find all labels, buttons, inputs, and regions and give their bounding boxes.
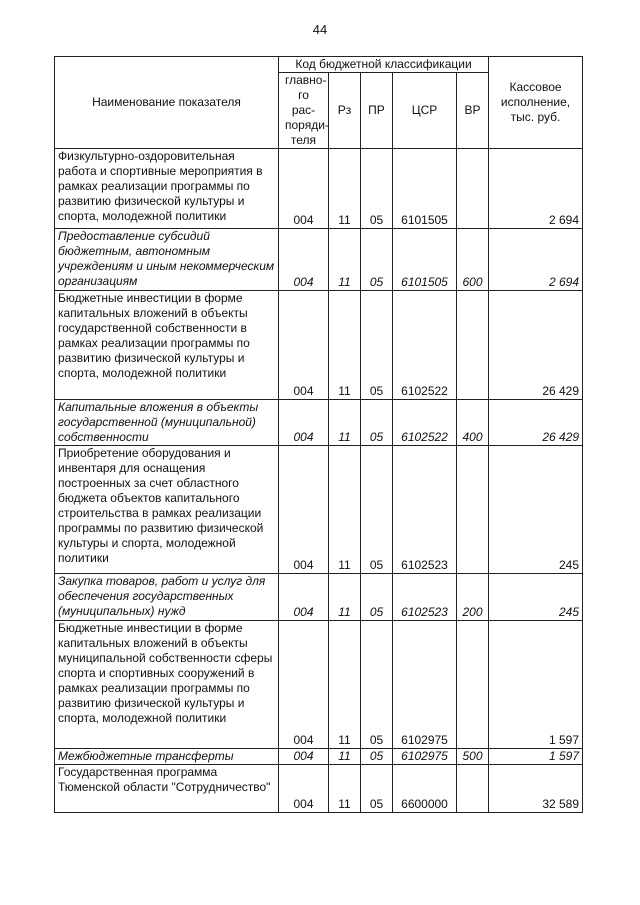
- row-name: Предоставление субсидий бюджетным, автономным учреждениям и иным некоммерческим организациям: [55, 229, 279, 291]
- header-pr: ПР: [361, 73, 393, 149]
- row-vr: 200: [457, 574, 489, 621]
- row-pr: 05: [361, 749, 393, 765]
- header-glava: главно-го рас-поряди-теля: [279, 73, 329, 149]
- row-name: Приобретение оборудования и инвентаря для оснащения построенных за счет областного бюджета объектов капитального строительства в рамках реализации программы по развитию физической культуры и спорта, молодежной политики: [55, 446, 279, 574]
- row-name: Физкультурно-оздоровительная работа и спортивные мероприятия в рамках реализации программы по развитию физической культуры и спорта, молодежной политики: [55, 149, 279, 229]
- row-amount: 32 589: [489, 765, 583, 813]
- table-row: [55, 621, 583, 749]
- row-name: Закупка товаров, работ и услуг для обеспечения государственных (муниципальных) нужд: [55, 574, 279, 621]
- row-amount: 2 694: [489, 149, 583, 229]
- row-glava: 004: [279, 574, 329, 621]
- row-glava: 004: [279, 749, 329, 765]
- row-name: Межбюджетные трансферты: [55, 749, 279, 765]
- row-amount: 1 597: [489, 621, 583, 749]
- table-row: [55, 749, 583, 765]
- row-rz: 11: [329, 400, 361, 446]
- row-csr: 6102523: [393, 574, 457, 621]
- row-csr: 6600000: [393, 765, 457, 813]
- table-row: [55, 229, 583, 291]
- budget-table: [54, 56, 583, 813]
- row-amount: 1 597: [489, 749, 583, 765]
- row-vr: [457, 765, 489, 813]
- row-rz: 11: [329, 765, 361, 813]
- row-glava: 004: [279, 446, 329, 574]
- row-rz: 11: [329, 574, 361, 621]
- row-csr: 6102975: [393, 749, 457, 765]
- header-rz: Рз: [329, 73, 361, 149]
- row-name: Бюджетные инвестиции в форме капитальных вложений в объекты государственной собственности в рамках реализации программы по развитию физической культуры и спорта, молодежной политики: [55, 291, 279, 400]
- row-csr: 6101505: [393, 229, 457, 291]
- table-row: [55, 446, 583, 574]
- row-csr: 6102522: [393, 400, 457, 446]
- table-row: [55, 765, 583, 813]
- row-pr: 05: [361, 765, 393, 813]
- row-rz: 11: [329, 229, 361, 291]
- row-vr: [457, 446, 489, 574]
- row-glava: 004: [279, 229, 329, 291]
- row-amount: 245: [489, 574, 583, 621]
- header-vr: ВР: [457, 73, 489, 149]
- row-rz: 11: [329, 621, 361, 749]
- row-pr: 05: [361, 621, 393, 749]
- row-rz: 11: [329, 149, 361, 229]
- row-glava: 004: [279, 149, 329, 229]
- page-number: 44: [312, 22, 328, 37]
- row-csr: 6101505: [393, 149, 457, 229]
- row-pr: 05: [361, 574, 393, 621]
- header-csr: ЦСР: [393, 73, 457, 149]
- row-name: Бюджетные инвестиции в форме капитальных вложений в объекты муниципальной собственности сферы спорта и спортивных сооружений в рамках реализации программы по развитию физической культуры и спорта, молодежной политики: [55, 621, 279, 749]
- row-pr: 05: [361, 400, 393, 446]
- row-vr: [457, 621, 489, 749]
- header-amount: Кассовое исполнение, тыс. руб.: [489, 57, 583, 149]
- row-glava: 004: [279, 621, 329, 749]
- row-csr: 6102523: [393, 446, 457, 574]
- row-amount: 26 429: [489, 400, 583, 446]
- row-name: Государственная программа Тюменской области "Сотрудничество": [55, 765, 279, 813]
- row-rz: 11: [329, 291, 361, 400]
- row-amount: 26 429: [489, 291, 583, 400]
- table-row: [55, 291, 583, 400]
- row-vr: 600: [457, 229, 489, 291]
- row-pr: 05: [361, 229, 393, 291]
- row-amount: 245: [489, 446, 583, 574]
- row-rz: 11: [329, 749, 361, 765]
- table-row: [55, 149, 583, 229]
- row-pr: 05: [361, 446, 393, 574]
- row-glava: 004: [279, 765, 329, 813]
- header-code-group: Код бюджетной классификации: [279, 57, 489, 73]
- row-vr: [457, 149, 489, 229]
- row-glava: 004: [279, 291, 329, 400]
- table-row: [55, 400, 583, 446]
- row-csr: 6102522: [393, 291, 457, 400]
- row-vr: [457, 291, 489, 400]
- row-amount: 2 694: [489, 229, 583, 291]
- row-vr: 400: [457, 400, 489, 446]
- row-rz: 11: [329, 446, 361, 574]
- row-glava: 004: [279, 400, 329, 446]
- row-vr: 500: [457, 749, 489, 765]
- header-name: Наименование показателя: [55, 57, 279, 149]
- row-name: Капитальные вложения в объекты государственной (муниципальной) собственности: [55, 400, 279, 446]
- table-row: [55, 574, 583, 621]
- row-csr: 6102975: [393, 621, 457, 749]
- row-pr: 05: [361, 149, 393, 229]
- row-pr: 05: [361, 291, 393, 400]
